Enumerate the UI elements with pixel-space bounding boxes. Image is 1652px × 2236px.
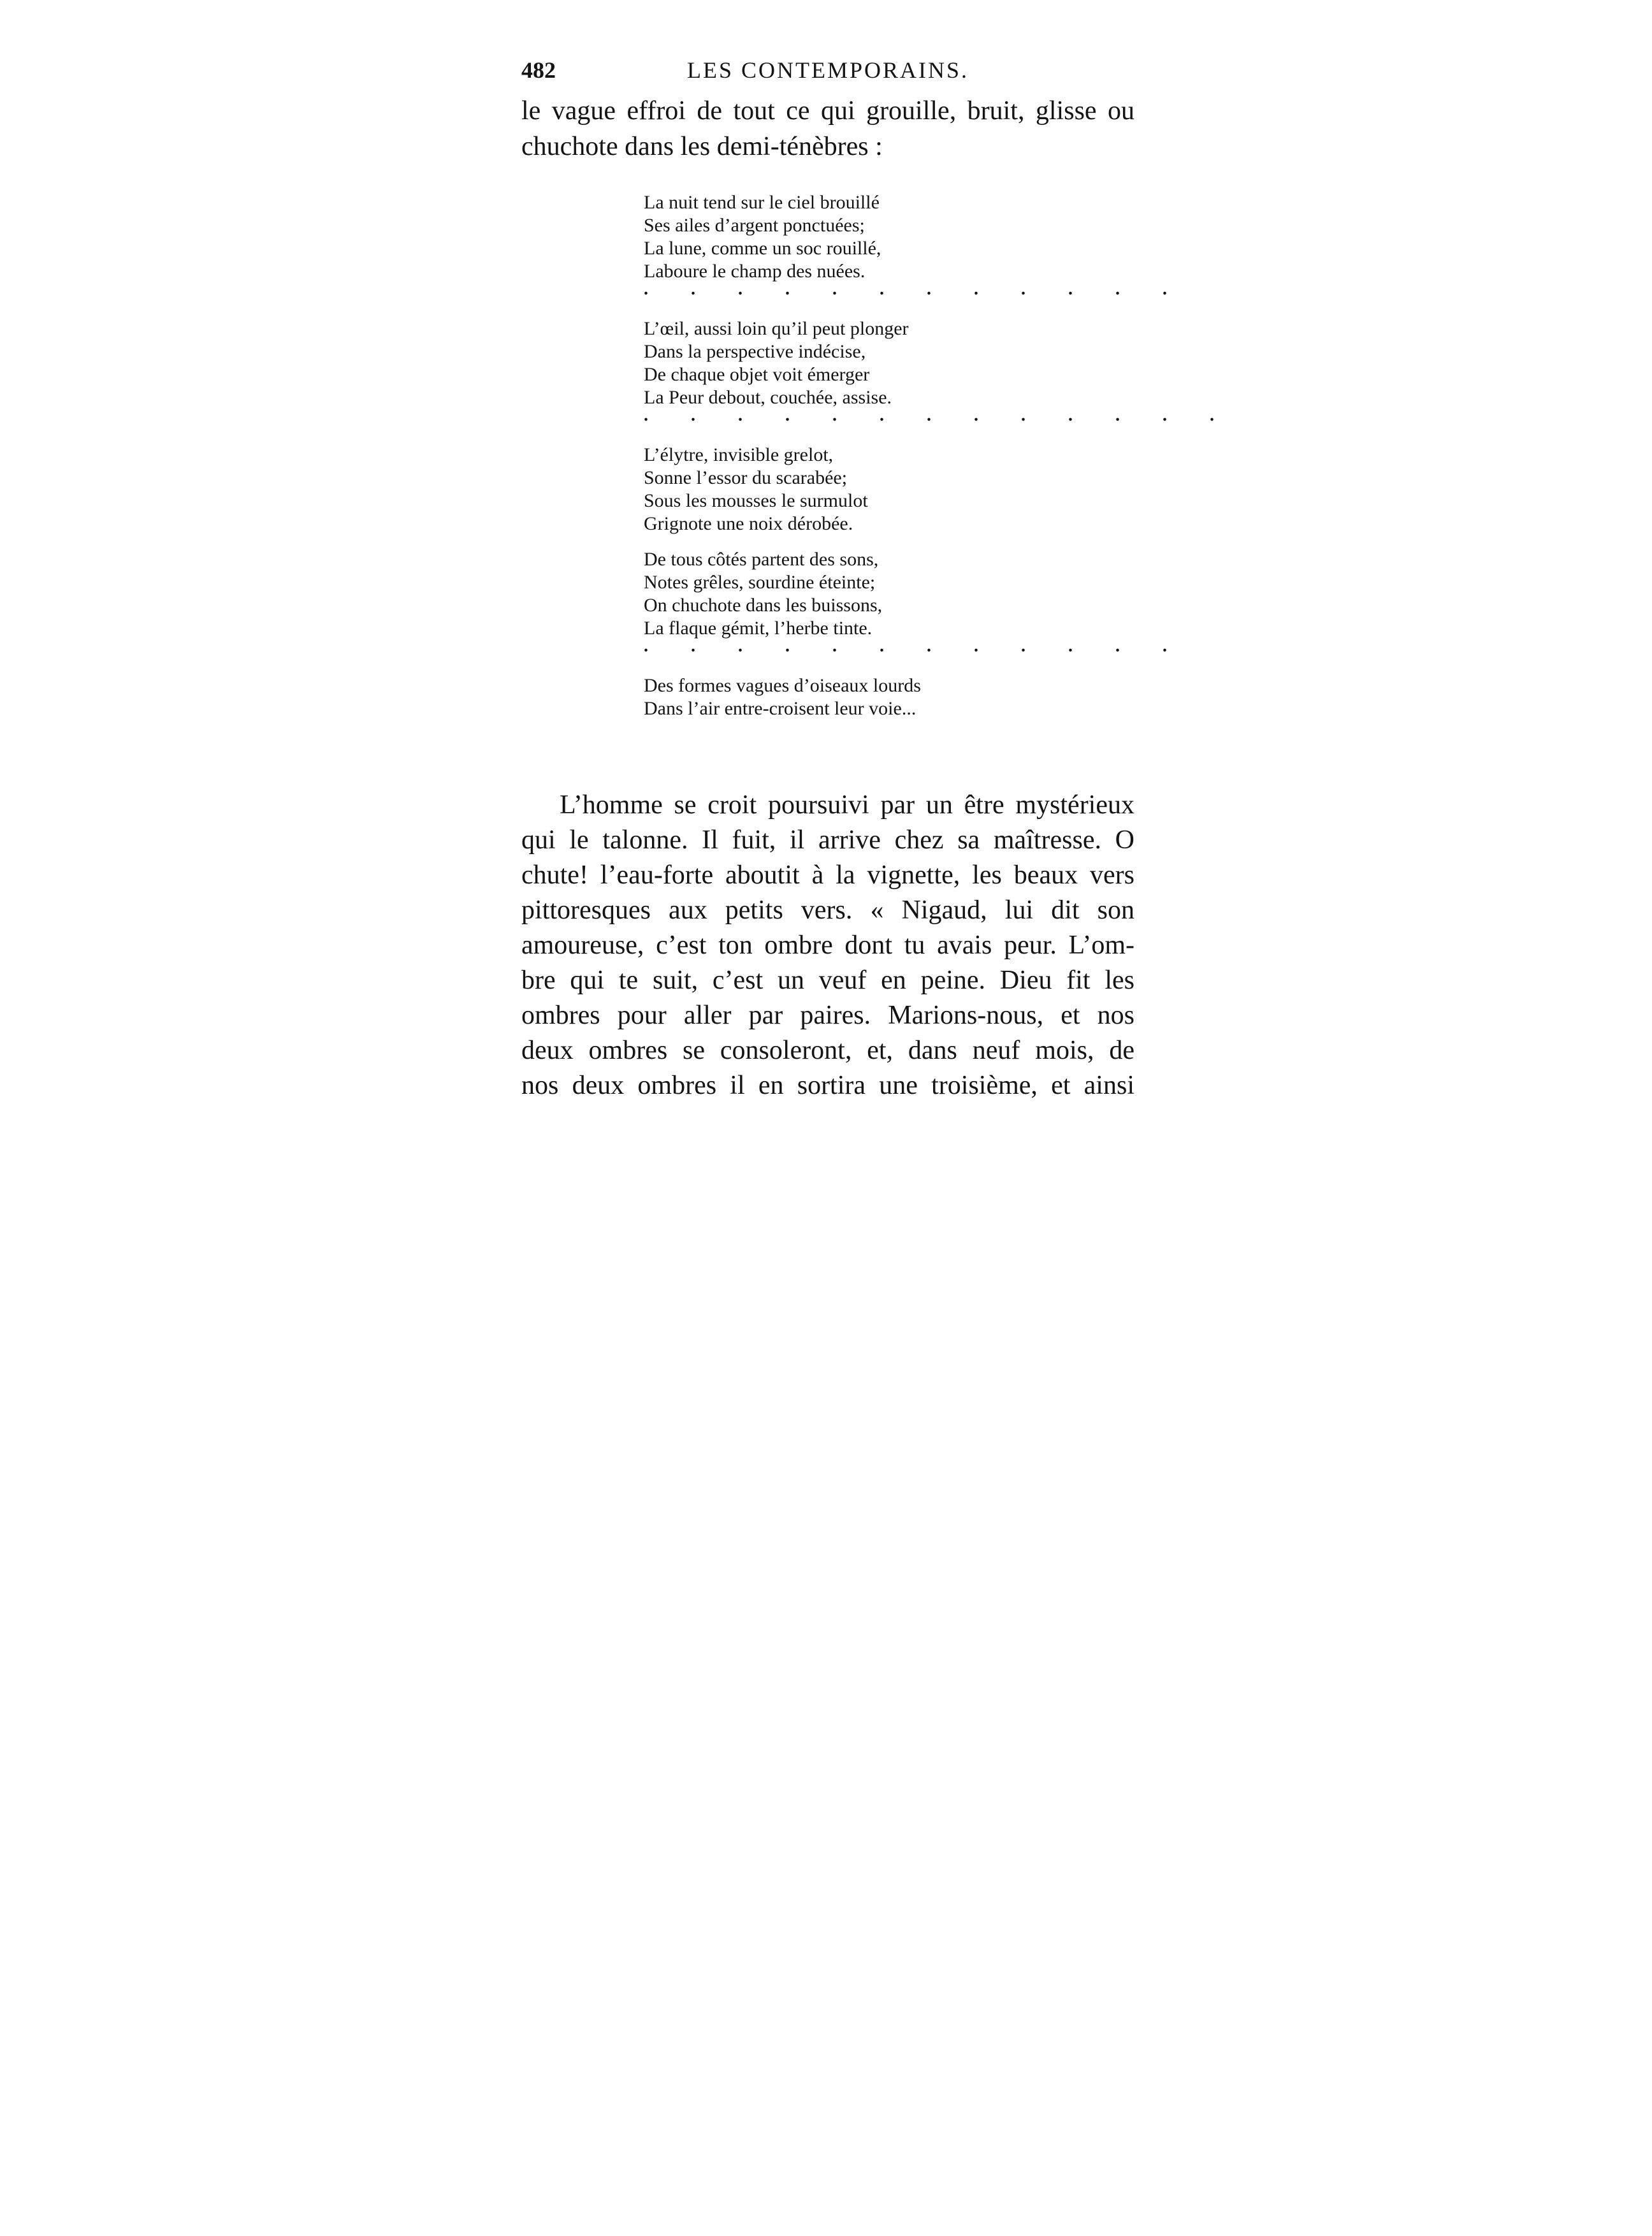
poem-stanza (644, 191, 1186, 305)
text-line: pittoresques aux petits vers. « Nigaud, lui dit son (521, 896, 1134, 925)
omission-dots: . . . . . . . . . . . . (644, 636, 1186, 656)
poem-stanza (644, 674, 1039, 720)
running-title: LES CONTEMPORAINS. (687, 57, 969, 83)
poem-verse: On chuchote dans les buissons, (644, 595, 883, 616)
text-line: nos deux ombres il en sortira une troisième, et ainsi (521, 1071, 1134, 1100)
poem-verse: Des formes vagues d’oiseaux lourds (644, 675, 921, 696)
poem-verse: De chaque objet voit émerger (644, 364, 870, 385)
intro-paragraph (521, 93, 1134, 164)
body-paragraph (521, 788, 1134, 1103)
poem-verse: Sous les mousses le surmulot (644, 490, 868, 511)
text-line: ombres pour aller par paires. Marions-nous, et nos (521, 1001, 1134, 1030)
poem-verse: Notes grêles, sourdine éteinte; (644, 572, 876, 593)
text-line: chuchote dans les demi-ténèbres : (521, 132, 883, 161)
poem-verse: Dans l’air entre-croisent leur voie... (644, 698, 917, 719)
poem-verse: La nuit tend sur le ciel brouillé (644, 192, 880, 213)
text-line: chute! l’eau-forte aboutit à la vignette, les beaux vers (521, 860, 1134, 890)
poem-verse: Grignote une noix dérobée. (644, 513, 853, 534)
poem-stanza (644, 444, 1039, 535)
poem-verse: L’œil, aussi loin qu’il peut plonger (644, 318, 909, 339)
poem-stanza (644, 548, 1186, 662)
page-header (521, 51, 1133, 89)
poem-quote (644, 191, 1233, 733)
poem-verse: La Peur debout, couchée, assise. (644, 387, 892, 408)
text-line: L’homme se croit poursuivi par un être mystérieux (560, 790, 1134, 820)
page-number: 482 (521, 57, 556, 83)
text-line: bre qui te suit, c’est un veuf en peine. Dieu fit les (521, 966, 1134, 995)
omission-dots: . . . . . . . . . . . . . (644, 405, 1233, 425)
text-line: amoureuse, c’est ton ombre dont tu avais peur. L’om- (521, 931, 1134, 960)
text-line: qui le talonne. Il fuit, il arrive chez sa maîtresse. O (521, 825, 1134, 855)
poem-verse: Laboure le champ des nuées. (644, 261, 866, 282)
poem-verse: La flaque gémit, l’herbe tinte. (644, 618, 873, 639)
text-line: le vague effroi de tout ce qui grouille, bruit, glisse ou (521, 96, 1134, 126)
omission-dots: . . . . . . . . . . . . (644, 279, 1186, 299)
poem-verse: Dans la perspective indécise, (644, 341, 866, 362)
poem-verse: La lune, comme un soc rouillé, (644, 238, 881, 259)
text-line: deux ombres se consoleront, et, dans neuf mois, de (521, 1036, 1134, 1065)
poem-verse: Sonne l’essor du scarabée; (644, 467, 848, 488)
poem-verse: Ses ailes d’argent ponctuées; (644, 215, 865, 236)
poem-stanza (644, 317, 1233, 431)
poem-verse: De tous côtés partent des sons, (644, 549, 879, 570)
poem-verse: L’élytre, invisible grelot, (644, 444, 834, 465)
